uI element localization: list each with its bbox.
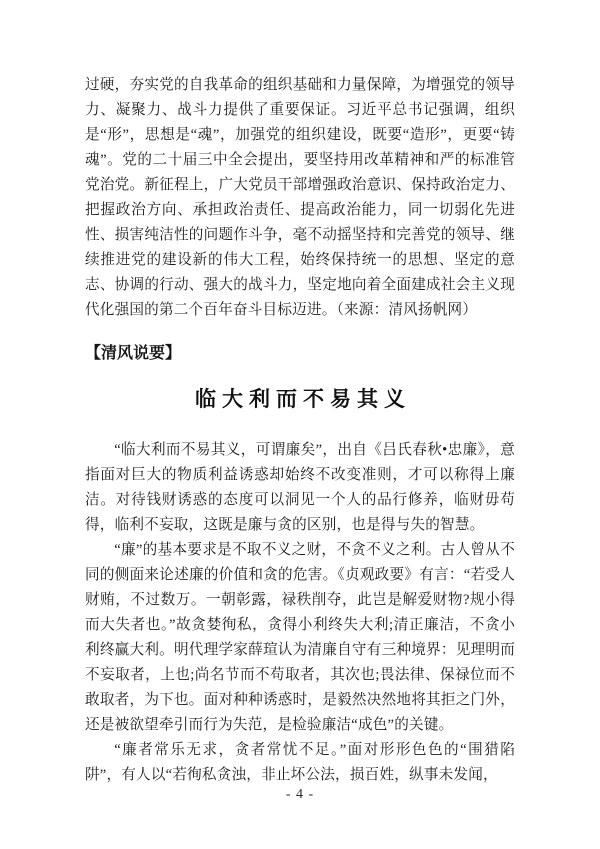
article-title: 临大利而不易其义: [195, 387, 411, 411]
article-paragraph: “廉”的基本要求是不取不义之财，不贪不义之利。古人曾从不同的侧面来论述廉的价值和贪的危害。《贞观政要》有言：“若受人财贿，不过数万。一朝彰露，禄秩削夺，此岂是解爱财物?规小得而大失者也。”故贪婪徇私，贪得小利终失大利;清正廉洁，不贪小利终赢大利。明代理学家薛瑄认为清廉自守有三种境界：见理明而不妄取者，上也;尚名节而不苟取者，其次也;畏法律、保禄位而不敢取者，为下也。面对种种诱惑时，是毅然决然地将其拒之门外，还是被欲望牵引而行为失范，是检验廉洁“成色”的关键。: [85, 542, 515, 733]
article-paragraph: “廉者常乐无求，贪者常忧不足。”面对形形色色的“围猎陷阱”，有人以“若徇私贪浊，非止坏公法，损百姓，纵事未发闻，: [85, 742, 515, 783]
continuation-paragraph: 过硬，夯实党的自我革命的组织基础和力量保障，为增强党的领导力、凝聚力、战斗力提供了重要保证。习近平总书记强调，组织是“形”，思想是“魂”，加强党的组织建设，既要“造形”，更要“铸魂”。党的二十届三中全会提出，要坚持用改革精神和严的标准管党治党。新征程上，广大党员干部增强政治意识、保持政治定力、把握政治方向、承担政治责任、提高政治能力，同一切弱化先进性、损害纯洁性的问题作斗争，毫不动摇坚持和完善党的领导、继续推进党的建设新的伟大工程，始终保持统一的思想、坚定的意志、协调的行动、强大的战斗力，坚定地向着全面建成社会主义现代化强国的第二个百年奋斗目标迈进。（来源：清风扬帆网）: [85, 77, 515, 318]
article-paragraph: “临大利而不易其义，可谓廉矣”，出自《吕氏春秋•忠廉》，意指面对巨大的物质利益诱惑却始终不改变准则，才可以称得上廉洁。对待钱财诱惑的态度可以洞见一个人的品行修养，临财毋苟得，临利不妄取，这既是廉与贪的区别，也是得与失的智慧。: [85, 442, 515, 533]
article-body: [85, 438, 515, 788]
section-header: 【清风说要】: [85, 345, 182, 362]
page-number: - 4 -: [285, 787, 315, 802]
